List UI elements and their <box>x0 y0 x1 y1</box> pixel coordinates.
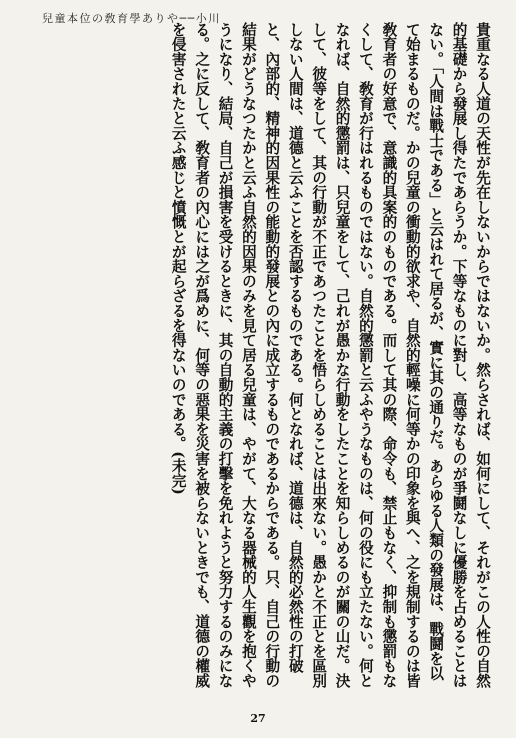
body-paragraph: 貴重なる人道の天性が先在しないからではないか。然らされば、如何にして、それがこの人性の自然的基礎から發展し得たであらうか。下等なものに對し、高等なものが爭鬪なしに優勝を占めることはない。「人間は戰士である」と云はれて居るが、實に其の通りだ。あらゆる人類の發展は、戰鬪を以て始まるものだ。かの兒童の衝動的欲求や、自然的輕噪に何等かの印象を與へ、之を規制するのは皆敎育者の好意で、意識的具案的のものである。而して其の際、命令も、禁止もなく、抑制も懲罰もなくして、敎育が行はれるものではない。自然的懲罰と云ふやうなものは、何の役にも立たない。何となれば、自然的懲罰は、只兒童をして、己れが愚かな行動をしたことを知らしめるのが關の山だ。決して、彼等をして、其の行動が不正であつたことを悟らしめることは出來ない。愚かと不正とを區別しない人間は、道德と云ふことを否認するものである。何となれば、道德は、自然的必然性の打破と、內部的、精神的因果性の能動的發展との內に成立するものであるからである。只、自己の行動の結果がどうなつたかと云ふ自然的因果のみを見て居る兒童は、やがて、大なる器械的人生觀を抱くやうになり、結局、自己が損害を受けるときに、其の自動的主義の打擊を免れようと努力するのみになる。之に反して、敎育者の內心には之が爲めに、何等の惡果を災害を被らないときでも、道德の權威を侵害されたと云ふ感じと憤慨とが起らざるを得ないのである。(未完) <box>169 22 491 688</box>
running-header: 兒童本位の敎育學ありや──小川 <box>42 12 221 25</box>
body-text-column-block <box>34 22 494 694</box>
page-number: 27 <box>250 712 266 725</box>
